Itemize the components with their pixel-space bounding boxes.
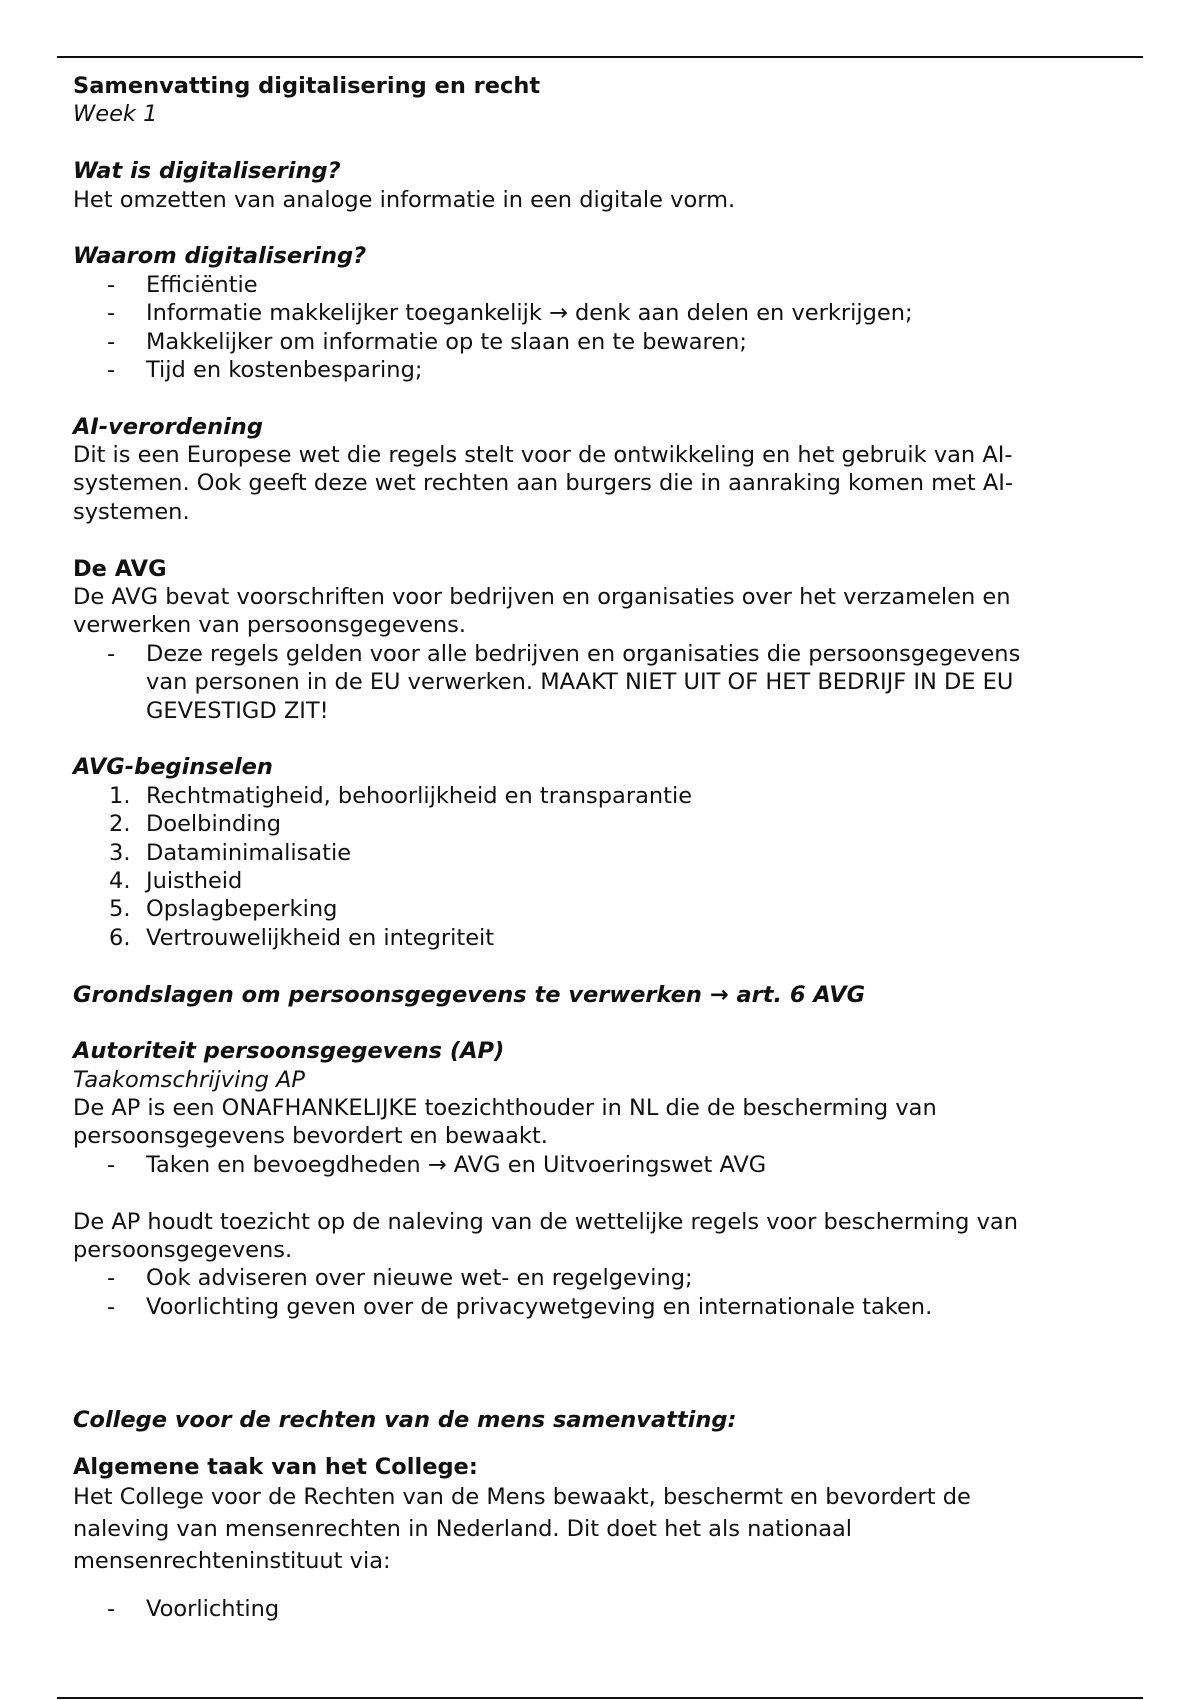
number-marker: 4. <box>109 867 131 894</box>
list-item: - Ook adviseren over nieuwe wet- en regelgeving; <box>107 1265 693 1292</box>
paragraph-line: Dit is een Europese wet die regels stelt voor de ontwikkeling en het gebruik van AI- <box>73 442 1013 469</box>
numbered-item: 5. Opslagbeperking <box>109 896 338 923</box>
list-item: - Voorlichting geven over de privacywetgeving en internationale taken. <box>107 1293 933 1320</box>
section-heading-avg: De AVG <box>73 555 167 582</box>
document-title: Samenvatting digitalisering en recht <box>73 73 541 99</box>
bottom-rule <box>57 1697 1143 1699</box>
section-heading-beginselen: AVG-beginselen <box>73 754 273 781</box>
list-item-continuation: GEVESTIGD ZIT! <box>146 697 329 724</box>
paragraph-line: systemen. <box>73 498 190 525</box>
number-marker: 6. <box>109 924 131 951</box>
number-marker: 2. <box>109 811 131 838</box>
dash-marker: - <box>107 1293 116 1320</box>
week-label: Week 1 <box>73 101 158 128</box>
numbered-item: 6. Vertrouwelijkheid en integriteit <box>109 924 495 951</box>
list-item: - Makkelijker om informatie op te slaan en te bewaren; <box>107 328 747 355</box>
paragraph-line: De AP is een ONAFHANKELIJKE toezichthouder in NL die de bescherming van <box>73 1095 937 1122</box>
section-heading-grondslagen: Grondslagen om persoonsgegevens te verwerken → art. 6 AVG <box>73 981 866 1008</box>
dash-marker: - <box>107 1151 116 1178</box>
list-item: - Deze regels gelden voor alle bedrijven en organisaties die persoonsgegevens <box>107 640 1021 667</box>
numbered-item: 3. Dataminimalisatie <box>109 839 352 866</box>
document-body <box>73 72 1133 1624</box>
list-item: - Efficiëntie <box>107 271 258 298</box>
section-heading-ap: Autoriteit persoonsgegevens (AP) <box>73 1038 505 1065</box>
paragraph-line: De AP houdt toezicht op de naleving van de wettelijke regels voor bescherming van <box>73 1208 1018 1235</box>
numbered-item: 4. Juistheid <box>109 867 243 894</box>
paragraph-line: systemen. Ook geeft deze wet rechten aan burgers die in aanraking komen met AI- <box>73 470 1014 497</box>
section-heading-ai: AI-verordening <box>73 413 263 440</box>
paragraph-line: persoonsgegevens bevordert en bewaakt. <box>73 1123 548 1150</box>
paragraph-line: persoonsgegevens. <box>73 1237 293 1264</box>
section-heading-college-taak: Algemene taak van het College: <box>73 1453 478 1480</box>
list-item: - Taken en bevoegdheden → AVG en Uitvoeringswet AVG <box>107 1151 767 1178</box>
number-marker: 1. <box>109 782 131 809</box>
number-marker: 5. <box>109 896 131 923</box>
list-item-continuation: van personen in de EU verwerken. MAAKT NIET UIT OF HET BEDRIJF IN DE EU <box>146 669 1014 696</box>
paragraph-line: mensenrechteninstituut via: <box>73 1548 391 1575</box>
list-item: - Voorlichting <box>107 1596 280 1623</box>
paragraph-line: Het College voor de Rechten van de Mens bewaakt, beschermt en bevordert de <box>73 1484 971 1511</box>
dash-marker: - <box>107 271 116 298</box>
dash-marker: - <box>107 300 116 327</box>
list-item: - Tijd en kostenbesparing; <box>107 356 423 383</box>
paragraph-line: verwerken van persoonsgegevens. <box>73 612 467 639</box>
dash-marker: - <box>107 1265 116 1292</box>
dash-marker: - <box>107 356 116 383</box>
dash-marker: - <box>107 328 116 355</box>
dash-marker: - <box>107 1596 116 1623</box>
top-rule <box>57 56 1143 58</box>
paragraph: Het omzetten van analoge informatie in een digitale vorm. <box>73 186 736 213</box>
list-item: - Informatie makkelijker toegankelijk → denk aan delen en verkrijgen; <box>107 300 913 327</box>
numbered-item: 1. Rechtmatigheid, behoorlijkheid en transparantie <box>109 782 693 809</box>
paragraph-line: naleving van mensenrechten in Nederland. Dit doet het als nationaal <box>73 1516 853 1543</box>
number-marker: 3. <box>109 839 131 866</box>
numbered-item: 2. Doelbinding <box>109 811 282 838</box>
paragraph-line: De AVG bevat voorschriften voor bedrijven en organisaties over het verzamelen en <box>73 584 1011 611</box>
section-subheading-ap: Taakomschrijving AP <box>73 1066 305 1093</box>
section-heading-college: College voor de rechten van de mens samenvatting: <box>73 1407 737 1434</box>
section-heading-waarom: Waarom digitalisering? <box>73 243 367 270</box>
dash-marker: - <box>107 640 116 667</box>
section-heading-digitalisering: Wat is digitalisering? <box>73 158 341 185</box>
